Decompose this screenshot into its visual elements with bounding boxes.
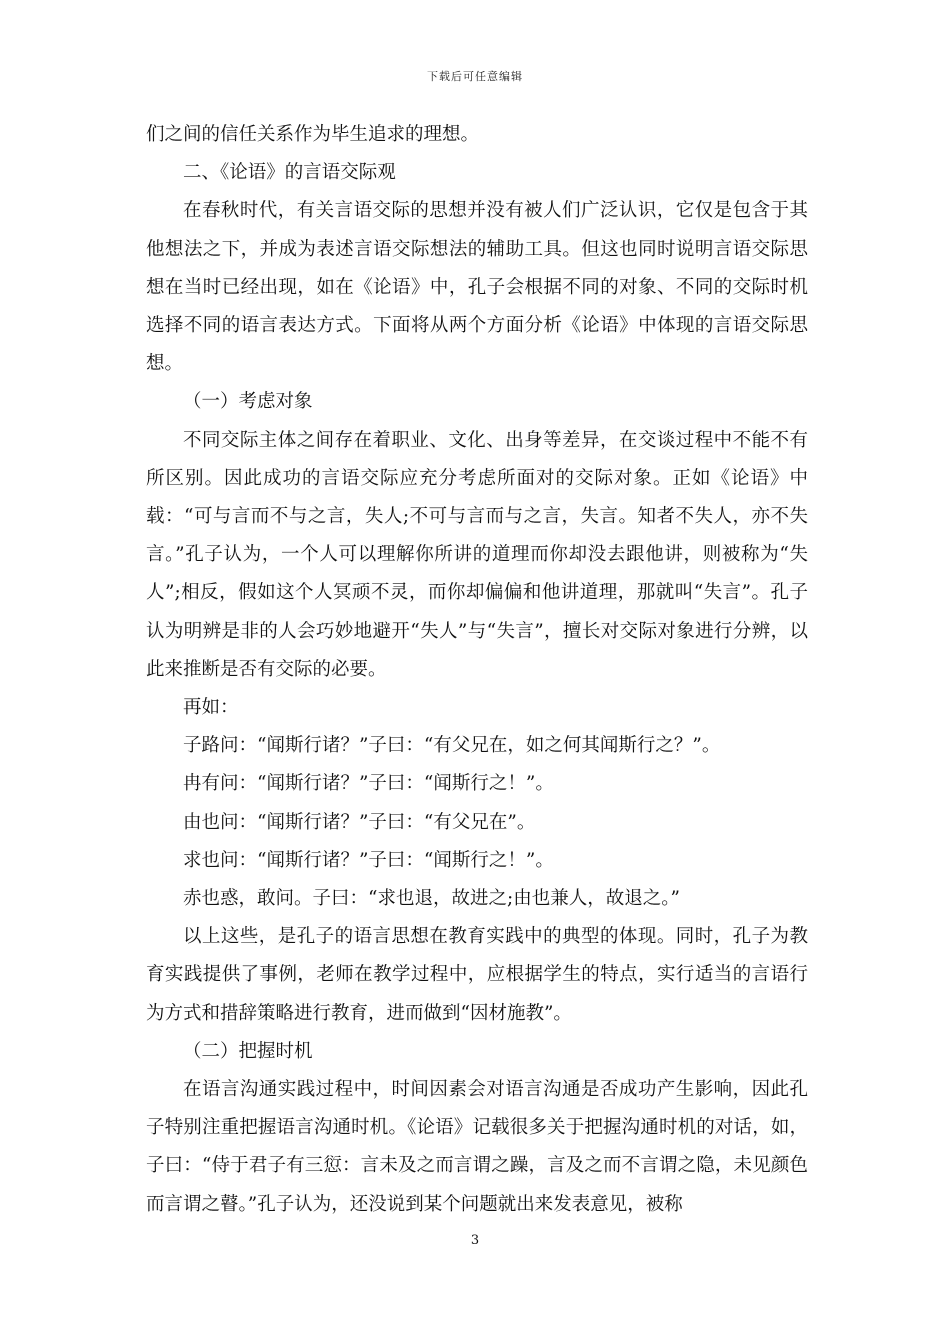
paragraph: 在春秋时代，有关言语交际的思想并没有被人们广泛认识，它仅是包含于其他想法之下，并成为表述言语交际想法的辅助工具。但这也同时说明言语交际思想在当时已经出现，如在《论语》中，孔子会根据不同的对象、不同的交际时机选择不同的语言表达方式。下面将从两个方面分析《论语》中体现的言语交际思想。 — [146, 200, 808, 375]
header-note: 下载后可任意编辑 — [427, 70, 523, 83]
quote-line: 子路问：“闻斯行诸？”子曰：“有父兄在，如之何其闻斯行之？”。 — [183, 735, 721, 757]
paragraph: 不同交际主体之间存在着职业、文化、出身等差异，在交谈过程中不能不有所区别。因此成功的言语交际应充分考虑所面对的交际对象。正如《论语》中载：“可与言而不与之言，失人;不可与言而与之言，失言。知者不失人，亦不失言。”孔子认为，一个人可以理解你所讲的道理而你却没去跟他讲，则被称为“失人”;相反，假如这个人冥顽不灵，而你却偏偏和他讲道理，那就叫“失言”。孔子认为明辨是非的人会巧妙地避开“失人”与“失言”，擅长对交际对象进行分辨，以此来推断是否有交际的必要。 — [146, 429, 808, 680]
paragraph: 以上这些，是孔子的语言思想在教育实践中的典型的体现。同时，孔子为教育实践提供了事例，老师在教学过程中，应根据学生的特点，实行适当的言语行为方式和措辞策略进行教育，进而做到“因材施教”。 — [146, 926, 808, 1024]
quote-line: 由也问：“闻斯行诸？”子曰：“有父兄在”。 — [183, 811, 536, 833]
page-number: 3 — [470, 1233, 480, 1248]
paragraph: 再如： — [183, 697, 239, 719]
paragraph: 在语言沟通实践过程中，时间因素会对语言沟通是否成功产生影响，因此孔子特别注重把握语言沟通时机。《论语》记载很多关于把握沟通时机的对话，如，子曰：“侍于君子有三愆：言未及之而言谓之躁，言及之而不言谓之隐，未见颜色而言谓之瞽。”孔子认为，还没说到某个问题就出来发表意见，被称 — [146, 1079, 808, 1215]
paragraph-continuation: 们之间的信任关系作为毕生追求的理想。 — [146, 124, 480, 145]
subsection-heading: （二）把握时机 — [183, 1040, 313, 1062]
subsection-heading: （一）考虑对象 — [183, 391, 313, 413]
quote-line: 赤也惑，敢问。子曰：“求也退，故进之;由也兼人，故退之。” — [183, 888, 680, 910]
quote-line: 求也问：“闻斯行诸？”子曰：“闻斯行之！”。 — [183, 849, 554, 871]
body-text — [146, 116, 808, 1224]
section-heading: 二、《论语》的言语交际观 — [183, 162, 396, 184]
quote-line: 冉有问：“闻斯行诸？”子曰：“闻斯行之！”。 — [183, 773, 554, 795]
